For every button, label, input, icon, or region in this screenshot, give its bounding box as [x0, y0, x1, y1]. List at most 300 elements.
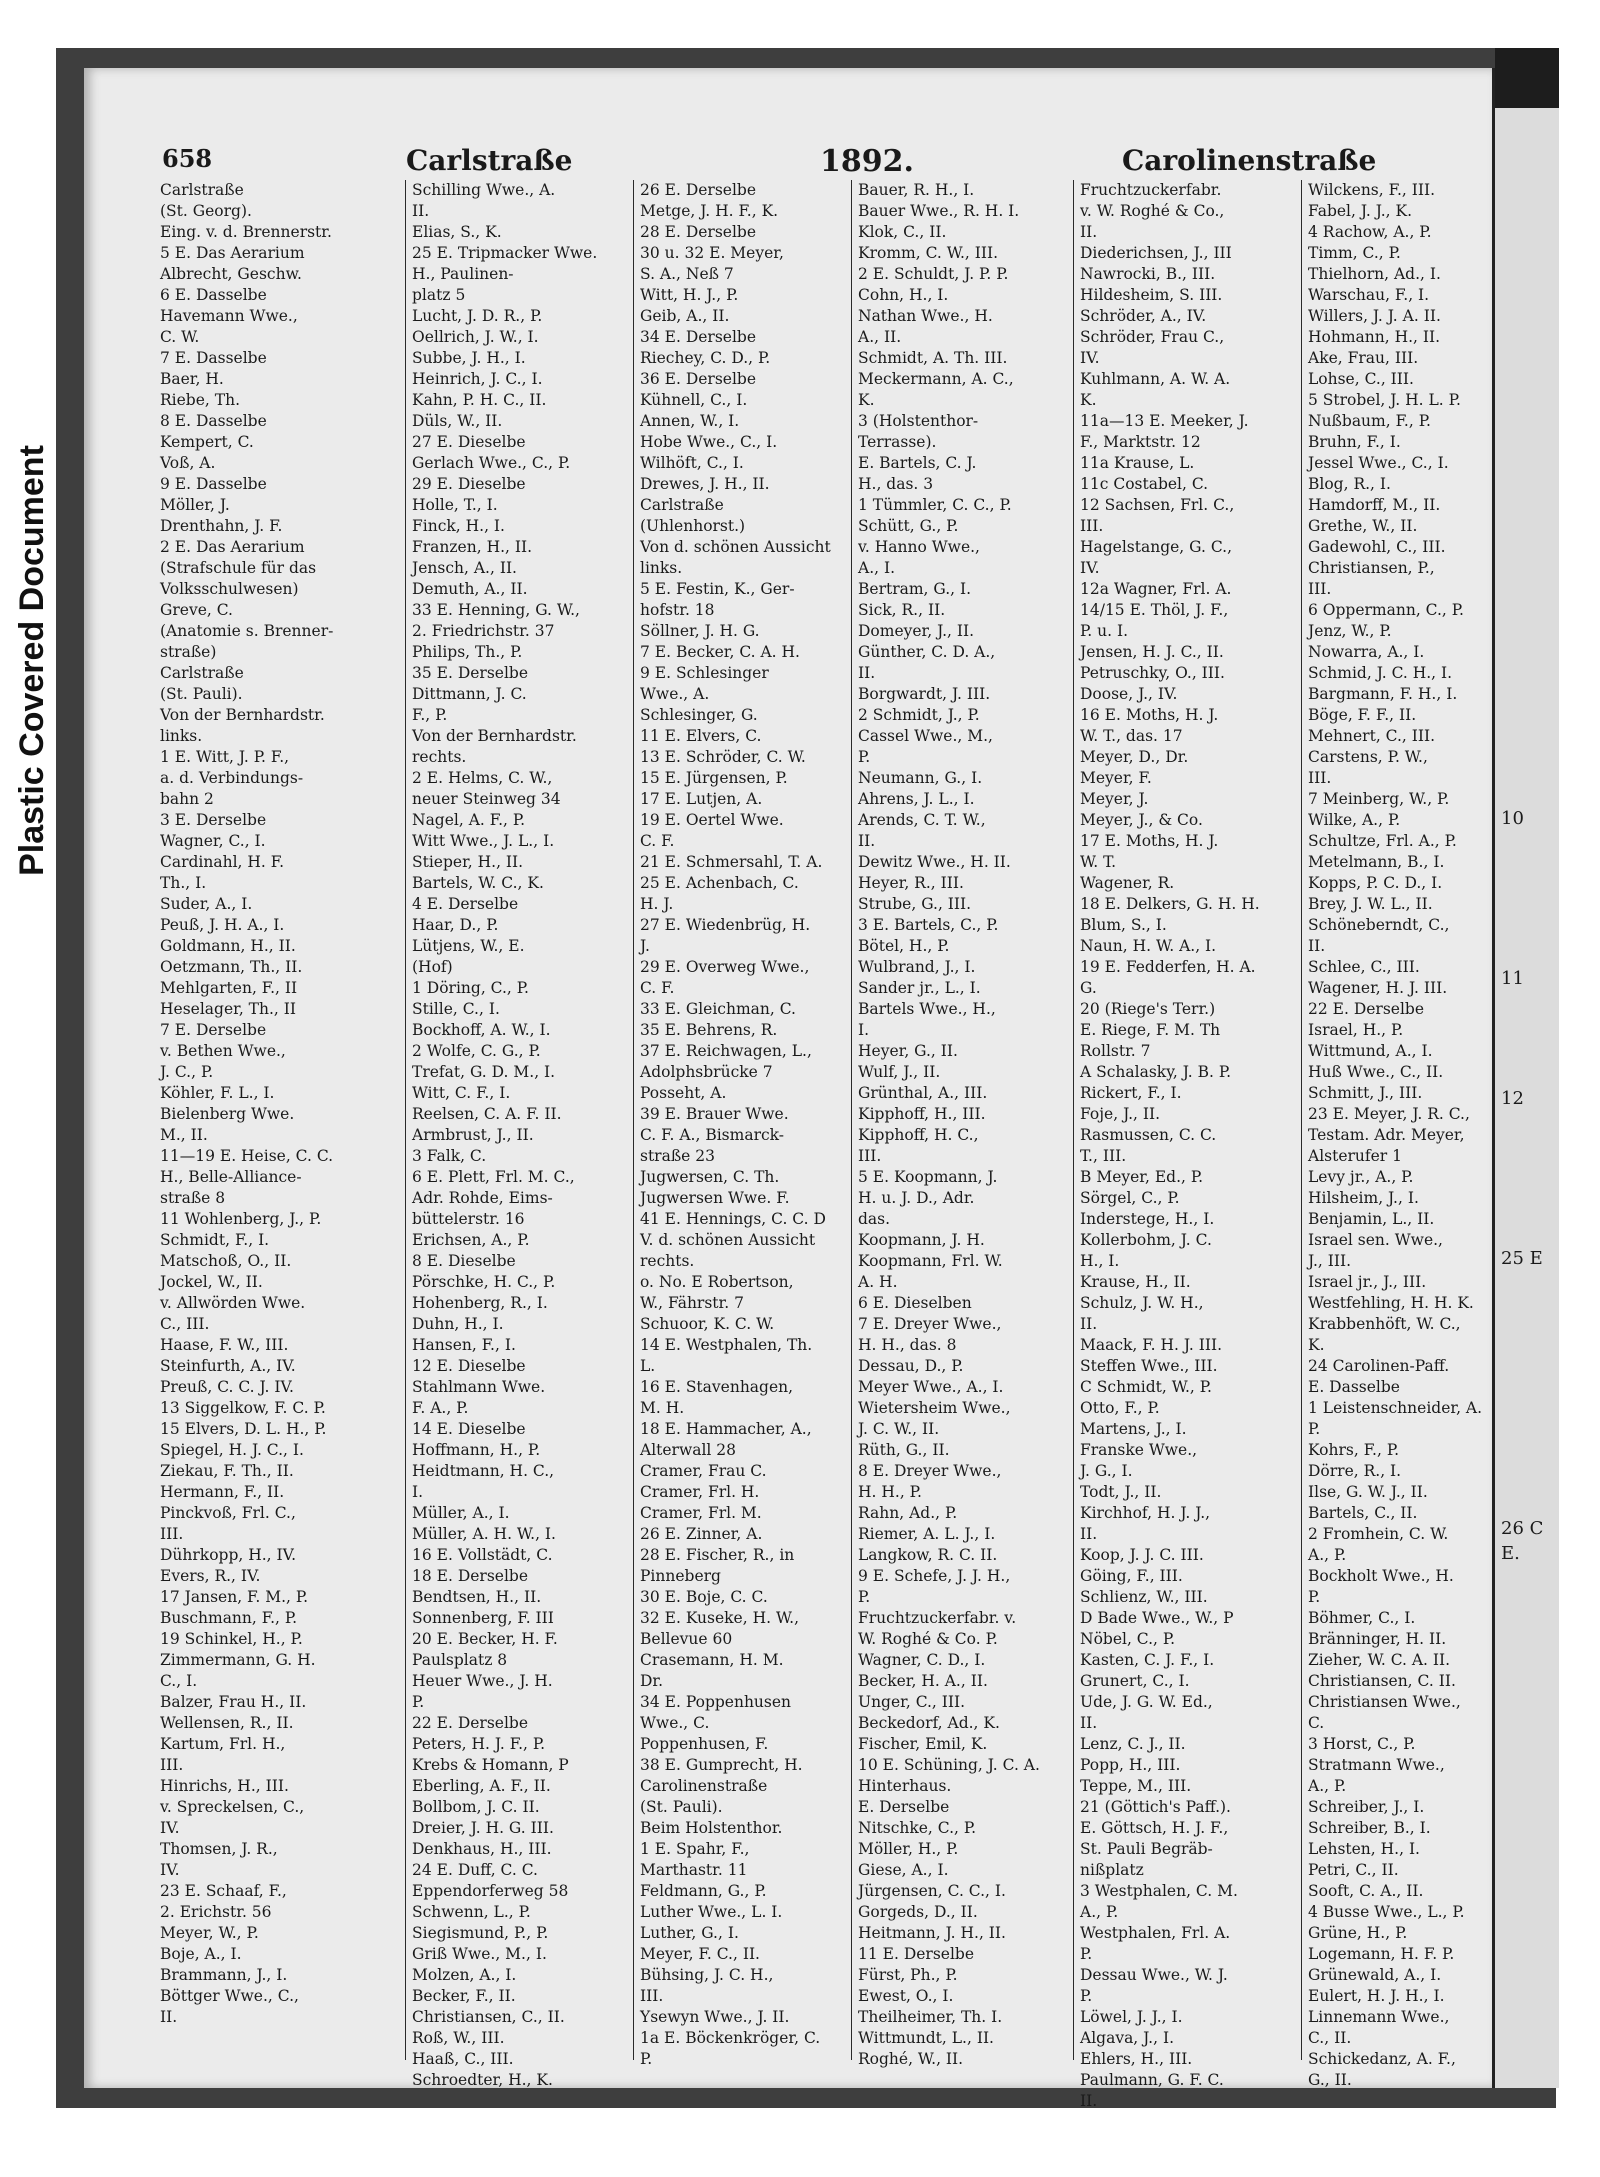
directory-entry-line: Grüne, H., P. — [1308, 1924, 1408, 1942]
directory-entry-line: Schuoor, K. C. W. — [640, 1315, 775, 1333]
directory-column — [160, 180, 405, 2060]
directory-entry-line: Eing. v. d. Brennerstr. — [160, 223, 332, 241]
directory-entry-line: Wwe., A. — [640, 685, 710, 703]
edge-fragment: 11 — [1501, 968, 1524, 989]
directory-entry-line: Kromm, C. W., III. — [858, 244, 999, 262]
directory-entry-line: A., P. — [1308, 1546, 1347, 1564]
directory-entry-line: H. u. J. D., Adr. — [858, 1189, 975, 1207]
directory-entry-line: Jensch, A., II. — [412, 559, 517, 577]
directory-entry-line: büttelerstr. 16 — [412, 1210, 525, 1228]
directory-entry-line: Schmidt, F., I. — [160, 1231, 270, 1249]
directory-entry-line: 24 Carolinen-Paff. — [1308, 1357, 1450, 1375]
directory-entry-line: G., II. — [1308, 2071, 1352, 2089]
directory-entry-line: Klok, C., II. — [858, 223, 947, 241]
directory-entry-line: V. d. schönen Aussicht — [640, 1231, 816, 1249]
directory-entry-line: K. — [858, 391, 875, 409]
directory-entry-line: H. J. — [640, 895, 674, 913]
directory-entry-line: Sörgel, C., P. — [1080, 1189, 1180, 1207]
directory-entry-line: Zimmermann, G. H. — [160, 1651, 316, 1669]
directory-column — [1301, 180, 1523, 2089]
directory-entry-line: Doose, J., IV. — [1080, 685, 1178, 703]
directory-column — [851, 180, 1073, 2068]
directory-entry-line: Goldmann, H., II. — [160, 937, 296, 955]
directory-entry-line: II. — [1080, 2092, 1098, 2110]
directory-entry-line: Löwel, J. J., I. — [1080, 2008, 1183, 2026]
directory-entry-line: 39 E. Brauer Wwe. — [640, 1105, 789, 1123]
directory-entry-line: 2 E. Helms, C. W., — [412, 769, 553, 787]
directory-entry-line: Testam. Adr. Meyer, — [1308, 1126, 1465, 1144]
directory-entry-line: Suder, A., I. — [160, 895, 253, 913]
directory-entry-line: Inderstege, H., I. — [1080, 1210, 1215, 1228]
directory-entry-line: Metelmann, B., I. — [1308, 853, 1445, 871]
directory-entry-line: Ehlers, H., III. — [1080, 2050, 1193, 2068]
directory-entry-line: Nawrocki, B., III. — [1080, 265, 1216, 283]
directory-entry-line: 19 E. Fedderfen, H. A. — [1080, 958, 1256, 976]
directory-entry-line: Metge, J. H. F., K. — [640, 202, 779, 220]
directory-entry-line: Fruchtzuckerfabr. — [1080, 181, 1222, 199]
directory-entry-line: Haaß, C., III. — [412, 2050, 514, 2068]
directory-entry-line: A., P. — [1080, 1903, 1119, 1921]
directory-entry-line: 19 E. Oertel Wwe. — [640, 811, 784, 829]
directory-entry-line: L. — [640, 1357, 656, 1375]
directory-entry-line: Roß, W., III. — [412, 2029, 505, 2047]
directory-entry-line: Böhmer, C., I. — [1308, 1609, 1416, 1627]
page-header — [162, 144, 1482, 184]
directory-entry-line: v. Allwörden Wwe. — [160, 1294, 306, 1312]
directory-entry-line: Molzen, A., I. — [412, 1966, 517, 1984]
left-street-title: Carlstraße — [406, 144, 573, 177]
directory-entry-line: Teppe, M., III. — [1080, 1777, 1192, 1795]
directory-column — [1073, 180, 1301, 2110]
directory-entry-line: Kopps, P. C. D., I. — [1308, 874, 1443, 892]
directory-entry-line: Bruhn, F., I. — [1308, 433, 1401, 451]
directory-entry-line: Böttger Wwe., C., — [160, 1987, 299, 2005]
directory-entry-line: Pinckvoß, Frl. C., — [160, 1504, 296, 1522]
directory-entry-line: 2 Schmidt, J., P. — [858, 706, 980, 724]
directory-entry-line: Thomsen, J. R., — [160, 1840, 278, 1858]
directory-entry-line: B Meyer, Ed., P. — [1080, 1168, 1204, 1186]
right-street-title: Carolinenstraße — [1122, 144, 1377, 177]
directory-entry-line: Kirchhof, H. J. J., — [1080, 1504, 1211, 1522]
directory-entry-line: 6 E. Dasselbe — [160, 286, 267, 304]
directory-entry-line: (Anatomie s. Brenner- — [160, 622, 334, 640]
directory-entry-line: Fischer, Emil, K. — [858, 1735, 988, 1753]
directory-entry-line: Geib, A., II. — [640, 307, 730, 325]
directory-entry-line: Rahn, Ad., P. — [858, 1504, 958, 1522]
directory-entry-line: A., I. — [858, 559, 896, 577]
directory-entry-line: Terrasse). — [858, 433, 937, 451]
directory-entry-line: 3 Horst, C., P. — [1308, 1735, 1416, 1753]
directory-entry-line: Kempert, C. — [160, 433, 254, 451]
directory-entry-line: Bockhoff, A. W., I. — [412, 1021, 551, 1039]
directory-entry-line: Böge, F. F., II. — [1308, 706, 1417, 724]
directory-entry-line: Arends, C. T. W., — [858, 811, 986, 829]
directory-entry-line: Riemer, A. L. J., I. — [858, 1525, 996, 1543]
directory-entry-line: Peters, H. J. F., P. — [412, 1735, 546, 1753]
directory-entry-line: 15 Elvers, D. L. H., P. — [160, 1420, 327, 1438]
directory-entry-line: J. C. W., II. — [858, 1420, 940, 1438]
directory-entry-line: 12 Sachsen, Frl. C., — [1080, 496, 1235, 514]
directory-entry-line: Christiansen, P., — [1308, 559, 1435, 577]
directory-entry-line: bahn 2 — [160, 790, 214, 808]
directory-entry-line: Grunert, C., I. — [1080, 1672, 1190, 1690]
directory-entry-line: H., das. 3 — [858, 475, 934, 493]
directory-entry-line: Heinrich, J. C., I. — [412, 370, 543, 388]
directory-entry-line: Wulf, J., II. — [858, 1063, 941, 1081]
directory-entry-line: 2 E. Das Aerarium — [160, 538, 305, 556]
directory-entry-line: C. F. — [640, 979, 675, 997]
directory-entry-line: a. d. Verbindungs- — [160, 769, 304, 787]
directory-entry-line: Otto, F., P. — [1080, 1399, 1160, 1417]
directory-entry-line: Kühnell, C., I. — [640, 391, 748, 409]
directory-entry-line: 11 E. Derselbe — [858, 1945, 975, 1963]
directory-entry-line: A Schalasky, J. B. P. — [1080, 1063, 1232, 1081]
directory-entry-line: C. W. — [160, 328, 200, 346]
directory-entry-line: Jensen, H. J. C., II. — [1080, 643, 1224, 661]
directory-entry-line: Gadewohl, C., III. — [1308, 538, 1446, 556]
directory-entry-line: Neumann, G., I. — [858, 769, 983, 787]
directory-entry-line: 3 E. Bartels, C., P. — [858, 916, 999, 934]
directory-entry-line: Gerlach Wwe., C., P. — [412, 454, 571, 472]
directory-entry-line: 12a Wagner, Frl. A. — [1080, 580, 1232, 598]
directory-entry-line: 38 E. Gumprecht, H. — [640, 1756, 803, 1774]
directory-entry-line: P. — [1080, 1987, 1093, 2005]
directory-entry-line: Krebs & Homann, P — [412, 1756, 569, 1774]
directory-entry-line: W. Roghé & Co. P. — [858, 1630, 998, 1648]
directory-entry-line: Westphalen, Frl. A. — [1080, 1924, 1231, 1942]
directory-entry-line: Voß, A. — [160, 454, 216, 472]
directory-entry-line: Meckermann, A. C., — [858, 370, 1014, 388]
directory-entry-line: 2 E. Schuldt, J. P. P. — [858, 265, 1009, 283]
directory-entry-line: Grünewald, A., I. — [1308, 1966, 1442, 1984]
directory-entry-line: Cramer, Frl. M. — [640, 1504, 762, 1522]
directory-entry-line: Nagel, A. F., P. — [412, 811, 526, 829]
directory-entry-line: Hansen, F., I. — [412, 1336, 516, 1354]
directory-entry-line: Wulbrand, J., I. — [858, 958, 976, 976]
directory-entry-line: Meyer, W., P. — [160, 1924, 259, 1942]
directory-entry-line: Beim Holstenthor. — [640, 1819, 783, 1837]
directory-entry-line: C Schmidt, W., P. — [1080, 1378, 1212, 1396]
directory-entry-line: H., I. — [1080, 1252, 1120, 1270]
directory-entry-line: Meyer, D., Dr. — [1080, 748, 1189, 766]
directory-entry-line: Balzer, Frau H., II. — [160, 1693, 307, 1711]
directory-entry-line: Willers, J. J. A. II. — [1308, 307, 1441, 325]
directory-entry-line: Cramer, Frau C. — [640, 1462, 767, 1480]
directory-entry-line: Denkhaus, H., III. — [412, 1840, 552, 1858]
document-page — [84, 68, 1492, 2110]
directory-entry-line: Paulmann, G. F. C. — [1080, 2071, 1224, 2089]
directory-entry-line: D Bade Wwe., W., P — [1080, 1609, 1234, 1627]
directory-entry-line: 10 E. Schüning, J. C. A. — [858, 1756, 1040, 1774]
directory-entry-line: Cramer, Frl. H. — [640, 1483, 760, 1501]
directory-entry-line: Heyer, G., II. — [858, 1042, 958, 1060]
directory-entry-line: v. Bethen Wwe., — [160, 1042, 286, 1060]
directory-entry-line: Ysewyn Wwe., J. II. — [640, 2008, 790, 2026]
directory-entry-line: straße 8 — [160, 1189, 226, 1207]
directory-entry-line: 1 Leistenschneider, A. — [1308, 1399, 1483, 1417]
directory-entry-line: Hobe Wwe., C., I. — [640, 433, 778, 451]
directory-entry-line: 13 Siggelkow, F. C. P. — [160, 1399, 326, 1417]
directory-entry-line: Dreier, J. H. G. III. — [412, 1819, 554, 1837]
directory-entry-line: Westfehling, H. H. K. — [1308, 1294, 1474, 1312]
directory-entry-line: 28 E. Derselbe — [640, 223, 757, 241]
directory-entry-line: Peuß, J. H. A., I. — [160, 916, 285, 934]
directory-entry-line: Hoffmann, H., P. — [412, 1441, 541, 1459]
directory-entry-line: Schmid, J. C. H., I. — [1308, 664, 1453, 682]
directory-entry-line: W. T., das. 17 — [1080, 727, 1183, 745]
directory-entry-line: Roghé, W., II. — [858, 2050, 964, 2068]
directory-entry-line: 5 E. Koopmann, J. — [858, 1168, 998, 1186]
directory-entry-line: Günther, C. D. A., — [858, 643, 996, 661]
directory-entry-line: IV. — [1080, 559, 1100, 577]
directory-entry-line: 22 E. Derselbe — [1308, 1000, 1425, 1018]
directory-entry-line: Grethe, W., II. — [1308, 517, 1418, 535]
directory-entry-line: M., II. — [160, 1126, 208, 1144]
directory-entry-line: 3 Falk, C. — [412, 1147, 487, 1165]
directory-entry-line: (Hof) — [412, 958, 453, 976]
directory-entry-line: 28 E. Fischer, R., in — [640, 1546, 795, 1564]
directory-entry-line: Poppenhusen, F. — [640, 1735, 769, 1753]
directory-entry-line: Bertram, G., I. — [858, 580, 972, 598]
directory-entry-line: Borgwardt, J. III. — [858, 685, 991, 703]
directory-entry-line: Hohenberg, R., I. — [412, 1294, 548, 1312]
directory-entry-line: 21 (Göttich's Paff.). — [1080, 1798, 1231, 1816]
directory-entry-line: Hermann, F., II. — [160, 1483, 285, 1501]
directory-entry-line: Dewitz Wwe., H. II. — [858, 853, 1011, 871]
directory-entry-line: Benjamin, L., II. — [1308, 1210, 1435, 1228]
directory-entry-line: Bollbom, J. C. II. — [412, 1798, 540, 1816]
directory-entry-line: Erichsen, A., P. — [412, 1231, 530, 1249]
directory-entry-line: I. — [412, 1483, 424, 1501]
directory-entry-line: Luther Wwe., L. I. — [640, 1903, 783, 1921]
directory-entry-line: Levy jr., A., P. — [1308, 1168, 1414, 1186]
directory-entry-line: Hohmann, H., II. — [1308, 328, 1441, 346]
directory-entry-line: 37 E. Reichwagen, L., — [640, 1042, 812, 1060]
directory-entry-line: Bauer Wwe., R. H. I. — [858, 202, 1020, 220]
directory-entry-line: IV. — [160, 1819, 180, 1837]
directory-entry-line: Bauer, R. H., I. — [858, 181, 975, 199]
directory-entry-line: Armbrust, J., II. — [412, 1126, 534, 1144]
directory-entry-line: Krabbenhöft, W. C., — [1308, 1315, 1461, 1333]
directory-entry-line: Maack, F. H. J. III. — [1080, 1336, 1223, 1354]
directory-entry-line: Nitschke, C., P. — [858, 1819, 977, 1837]
directory-entry-line: Warschau, F., I. — [1308, 286, 1430, 304]
directory-entry-line: G. — [1080, 979, 1097, 997]
directory-entry-line: Kartum, Frl. H., — [160, 1735, 286, 1753]
directory-entry-line: 7 E. Derselbe — [160, 1021, 267, 1039]
directory-entry-line: straße) — [160, 643, 217, 661]
directory-entry-line: E. Derselbe — [858, 1798, 950, 1816]
directory-entry-line: Eppendorferweg 58 — [412, 1882, 569, 1900]
directory-entry-line: Bötel, H., P. — [858, 937, 950, 955]
directory-entry-line: 2. Friedrichstr. 37 — [412, 622, 555, 640]
directory-entry-line: Bränninger, H. II. — [1308, 1630, 1447, 1648]
directory-entry-line: (St. Pauli). — [160, 685, 243, 703]
directory-entry-line: Ilse, G. W. J., II. — [1308, 1483, 1428, 1501]
directory-entry-line: K. — [1308, 1336, 1325, 1354]
directory-entry-line: 7 E. Dreyer Wwe., — [858, 1315, 1002, 1333]
directory-entry-line: Bockholt Wwe., H. — [1308, 1567, 1454, 1585]
directory-entry-line: P. u. I. — [1080, 622, 1129, 640]
directory-entry-line: 5 Strobel, J. H. L. P. — [1308, 391, 1461, 409]
directory-entry-line: P. — [1308, 1420, 1321, 1438]
directory-entry-line: Paulsplatz 8 — [412, 1651, 508, 1669]
directory-entry-line: Buschmann, F., P. — [160, 1609, 298, 1627]
directory-entry-line: straße 23 — [640, 1147, 716, 1165]
directory-entry-line: 4 Busse Wwe., L., P. — [1308, 1903, 1465, 1921]
directory-entry-line: Bartels, W. C., K. — [412, 874, 544, 892]
directory-entry-line: 22 E. Derselbe — [412, 1714, 529, 1732]
directory-entry-line: Heselager, Th., II — [160, 1000, 297, 1018]
directory-entry-line: Pörschke, H. C., P. — [412, 1273, 556, 1291]
directory-entry-line: Schwenn, L., P. — [412, 1903, 531, 1921]
directory-entry-line: Kuhlmann, A. W. A. — [1080, 370, 1231, 388]
edge-fragment: 10 — [1501, 808, 1524, 829]
directory-entry-line: Baer, H. — [160, 370, 224, 388]
directory-entry-line: Brey, J. W. L., II. — [1308, 895, 1433, 913]
directory-entry-line: 35 E. Derselbe — [412, 664, 529, 682]
directory-entry-line: III. — [160, 1525, 184, 1543]
directory-entry-line: Zieher, W. C. A. II. — [1308, 1651, 1451, 1669]
directory-entry-line: Franzen, H., II. — [412, 538, 533, 556]
directory-entry-line: Drenthahn, J. F. — [160, 517, 283, 535]
directory-entry-line: II. — [1080, 223, 1098, 241]
directory-entry-line: II. — [858, 664, 876, 682]
directory-entry-line: Kasten, C. J. F., I. — [1080, 1651, 1215, 1669]
directory-entry-line: Kipphoff, H., III. — [858, 1105, 986, 1123]
directory-entry-line: Kipphoff, H. C., — [858, 1126, 979, 1144]
directory-entry-line: Schmitt, J., III. — [1308, 1084, 1423, 1102]
directory-entry-line: Riechey, C. D., P. — [640, 349, 771, 367]
directory-entry-line: H. H., P. — [858, 1483, 922, 1501]
directory-entry-line: Carlstraße — [640, 496, 724, 514]
directory-entry-line: Kahn, P. H. C., II. — [412, 391, 547, 409]
directory-entry-line: Sander jr., L., I. — [858, 979, 981, 997]
directory-entry-line: 3 (Holstenthor- — [858, 412, 979, 430]
directory-entry-line: Von d. schönen Aussicht — [640, 538, 831, 556]
page-number: 658 — [162, 144, 213, 173]
directory-entry-line: Langkow, R. C. II. — [858, 1546, 998, 1564]
edge-fragment: 26 C — [1501, 1518, 1544, 1539]
directory-entry-line: Blog, R., I. — [1308, 475, 1391, 493]
directory-entry-line: Müller, A. H. W., I. — [412, 1525, 556, 1543]
directory-entry-line: F., Marktstr. 12 — [1080, 433, 1201, 451]
directory-entry-line: Eulert, H. J. H., I. — [1308, 1987, 1445, 2005]
directory-entry-line: II. — [1080, 1714, 1098, 1732]
directory-entry-line: Kohrs, F., P. — [1308, 1441, 1400, 1459]
directory-entry-line: Riebe, Th. — [160, 391, 240, 409]
directory-entry-line: 17 Jansen, F. M., P. — [160, 1588, 309, 1606]
directory-entry-line: Havemann Wwe., — [160, 307, 298, 325]
directory-entry-line: Huß Wwe., C., II. — [1308, 1063, 1444, 1081]
directory-entry-line: Wellensen, R., II. — [160, 1714, 294, 1732]
directory-entry-line: 3 Westphalen, C. M. — [1080, 1882, 1238, 1900]
directory-entry-line: Hinterhaus. — [858, 1777, 952, 1795]
directory-entry-line: 8 E. Dreyer Wwe., — [858, 1462, 1002, 1480]
directory-entry-line: Oellrich, J. W., I. — [412, 328, 539, 346]
directory-entry-line: Algava, J., I. — [1080, 2029, 1175, 2047]
directory-entry-line: Düls, W., II. — [412, 412, 503, 430]
directory-entry-line: Von der Bernhardstr. — [160, 706, 325, 724]
directory-entry-line: v. Spreckelsen, C., — [160, 1798, 305, 1816]
directory-entry-line: Gorgeds, D., II. — [858, 1903, 978, 1921]
directory-entry-line: Holle, T., I. — [412, 496, 498, 514]
directory-entry-line: Jessel Wwe., C., I. — [1308, 454, 1449, 472]
directory-entry-line: II. — [1308, 937, 1326, 955]
directory-entry-line: III. — [640, 1987, 664, 2005]
directory-entry-line: Ake, Frau, III. — [1308, 349, 1419, 367]
directory-entry-line: Carstens, P. W., — [1308, 748, 1428, 766]
directory-entry-line: Blum, S., I. — [1080, 916, 1167, 934]
directory-entry-line: 8 E. Dasselbe — [160, 412, 267, 430]
directory-entry-line: Cassel Wwe., M., — [858, 727, 993, 745]
directory-entry-line: Eberling, A. F., II. — [412, 1777, 551, 1795]
directory-entry-line: J. G., I. — [1080, 1462, 1133, 1480]
directory-entry-line: E. Riege, F. M. Th — [1080, 1021, 1221, 1039]
directory-entry-line: C., I. — [160, 1672, 198, 1690]
directory-entry-line: Unger, C., III. — [858, 1693, 966, 1711]
directory-entry-line: III. — [160, 1756, 184, 1774]
directory-entry-line: Matschoß, O., II. — [160, 1252, 292, 1270]
directory-entry-line: rechts. — [640, 1252, 695, 1270]
directory-entry-line: Schlesinger, G. — [640, 706, 758, 724]
directory-entry-line: Schütt, G., P. — [858, 517, 959, 535]
directory-entry-line: Dörre, R., I. — [1308, 1462, 1402, 1480]
directory-entry-line: 17 E. Moths, H. J. — [1080, 832, 1219, 850]
directory-entry-line: Hamdorff, M., II. — [1308, 496, 1441, 514]
directory-entry-line: Söllner, J. H. G. — [640, 622, 760, 640]
directory-entry-line: Foje, J., II. — [1080, 1105, 1161, 1123]
directory-entry-line: P. — [858, 1588, 871, 1606]
directory-entry-line: 19 Schinkel, H., P. — [160, 1630, 303, 1648]
directory-entry-line: Martens, J., I. — [1080, 1420, 1187, 1438]
directory-entry-line: P. — [1308, 1588, 1321, 1606]
directory-entry-line: Greve, C. — [160, 601, 233, 619]
directory-entry-line: 20 (Riege's Terr.) — [1080, 1000, 1216, 1018]
directory-entry-line: Brammann, J., I. — [160, 1966, 288, 1984]
directory-entry-line: Dührkopp, H., IV. — [160, 1546, 297, 1564]
directory-entry-line: W. T. — [1080, 853, 1117, 871]
directory-entry-line: 29 E. Dieselbe — [412, 475, 526, 493]
directory-entry-line: Carlstraße — [160, 664, 244, 682]
directory-entry-line: das. — [858, 1210, 891, 1228]
directory-entry-line: Rüth, G., II. — [858, 1441, 950, 1459]
directory-entry-line: Schlienz, W., III. — [1080, 1588, 1208, 1606]
directory-entry-line: 11 Wohlenberg, J., P. — [160, 1210, 322, 1228]
directory-entry-line: Meyer, F. — [1080, 769, 1152, 787]
directory-entry-line: Diederichsen, J., III — [1080, 244, 1232, 262]
directory-entry-line: Drewes, J. H., II. — [640, 475, 770, 493]
directory-entry-line: Dr. — [640, 1672, 664, 1690]
plastic-covered-text: Plastic Covered Document — [12, 444, 51, 876]
directory-entry-line: Sick, R., II. — [858, 601, 946, 619]
directory-entry-line: III. — [1080, 517, 1104, 535]
directory-entry-line: 6 E. Plett, Frl. M. C., — [412, 1168, 575, 1186]
directory-entry-line: Stille, C., I. — [412, 1000, 500, 1018]
directory-year: 1892. — [820, 144, 914, 179]
directory-entry-line: P. — [640, 2050, 653, 2068]
directory-entry-line: (St. Georg). — [160, 202, 252, 220]
directory-entry-line: 16 E. Vollstädt, C. — [412, 1546, 553, 1564]
directory-entry-line: II. — [1080, 1315, 1098, 1333]
directory-entry-line: 9 E. Dasselbe — [160, 475, 267, 493]
directory-entry-line: H. H., das. 8 — [858, 1336, 957, 1354]
directory-entry-line: Hinrichs, H., III. — [160, 1777, 289, 1795]
directory-entry-line: Rasmussen, C. C. — [1080, 1126, 1217, 1144]
directory-entry-line: E. Bartels, C. J. — [858, 454, 977, 472]
directory-entry-line: F. A., P. — [412, 1399, 469, 1417]
directory-entry-line: Heidtmann, H. C., — [412, 1462, 555, 1480]
